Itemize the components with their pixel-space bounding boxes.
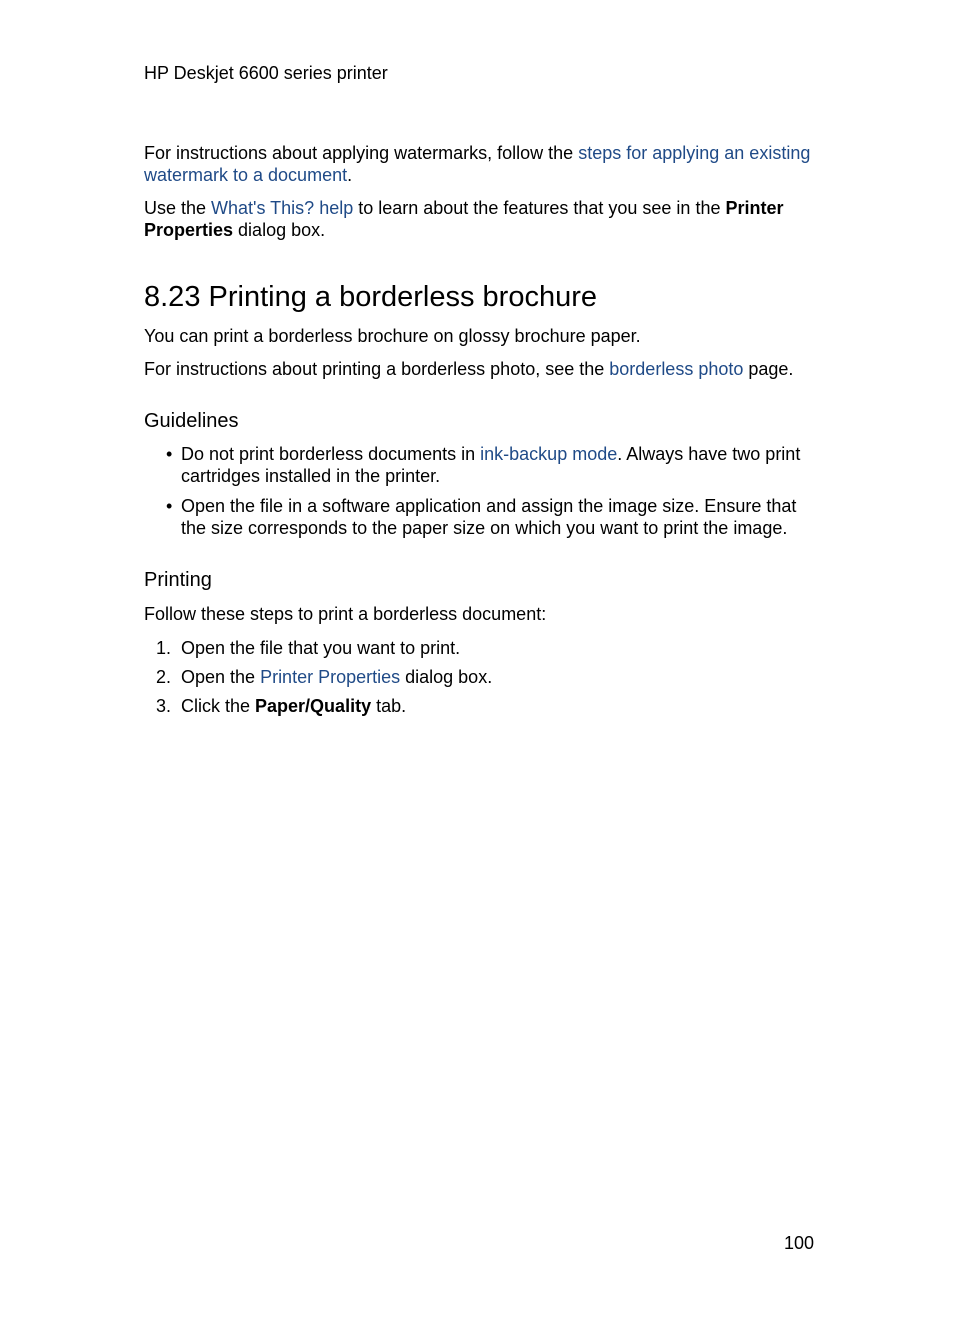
step-text: Open the file that you want to print.: [181, 638, 461, 658]
printer-properties-bold: Printer Properties: [144, 198, 784, 240]
section-paragraph-1: [144, 325, 814, 347]
step-number: 1.: [156, 638, 172, 658]
bullet-mark: •: [166, 496, 173, 516]
step-text-start: Click the: [181, 696, 256, 716]
printing-intro: Follow these steps to print a borderless document:: [144, 604, 547, 624]
running-header: HP Deskjet 6600 series printer: [144, 63, 388, 83]
section-text-2-end: page.: [743, 359, 794, 379]
intro-paragraph-watermark: [144, 142, 814, 186]
bullet-mark: •: [166, 444, 173, 464]
guideline-text: Open the file in a software application and assign the image size. Ensure that the size corresponds to the paper size on which you want to print the image.: [181, 496, 797, 538]
step-text-start: Open the: [181, 667, 261, 687]
guideline-text: [181, 443, 814, 487]
printer-properties-link[interactable]: Printer Properties: [260, 667, 401, 687]
intro-paragraph-help: [144, 197, 814, 241]
ink-backup-mode-link[interactable]: ink-backup mode: [480, 444, 618, 464]
section-text-1: You can print a borderless brochure on glossy brochure paper.: [144, 326, 641, 346]
guidelines-heading: Guidelines: [144, 410, 239, 432]
printing-intro-block: [144, 603, 814, 625]
help-text-middle: to learn about the features that you see in the: [353, 198, 726, 218]
section-heading-block: [144, 280, 814, 314]
step-number: 3.: [156, 696, 172, 716]
guideline-text-end: . Always have two print cartridges installed in the printer.: [181, 444, 801, 486]
section-paragraph-2: [144, 358, 814, 380]
page-number: 100: [783, 1233, 814, 1253]
paper-quality-bold: Paper/Quality: [255, 696, 372, 716]
step-number: 2.: [156, 667, 172, 687]
intro-text: For instructions about applying watermarks, follow the: [144, 143, 579, 163]
whats-this-help-link[interactable]: What's This? help: [211, 198, 354, 218]
printing-heading-block: [144, 568, 814, 592]
help-text: Use the: [144, 198, 212, 218]
guideline-text-start: Do not print borderless documents in: [181, 444, 481, 464]
section-heading: 8.23 Printing a borderless brochure: [144, 281, 597, 313]
help-text-end: dialog box.: [233, 220, 326, 240]
guidelines-heading-block: [144, 409, 814, 433]
intro-text-end: .: [347, 165, 353, 185]
printing-heading: Printing: [144, 569, 212, 591]
watermark-steps-link[interactable]: steps for applying an existing watermark to a document: [144, 143, 811, 185]
borderless-photo-link[interactable]: borderless photo: [609, 359, 744, 379]
step-text: [181, 695, 814, 717]
step-text: [181, 666, 814, 688]
step-text-end: dialog box.: [400, 667, 493, 687]
step-text-end: tab.: [371, 696, 407, 716]
section-text-2: For instructions about printing a borderless photo, see the: [144, 359, 610, 379]
